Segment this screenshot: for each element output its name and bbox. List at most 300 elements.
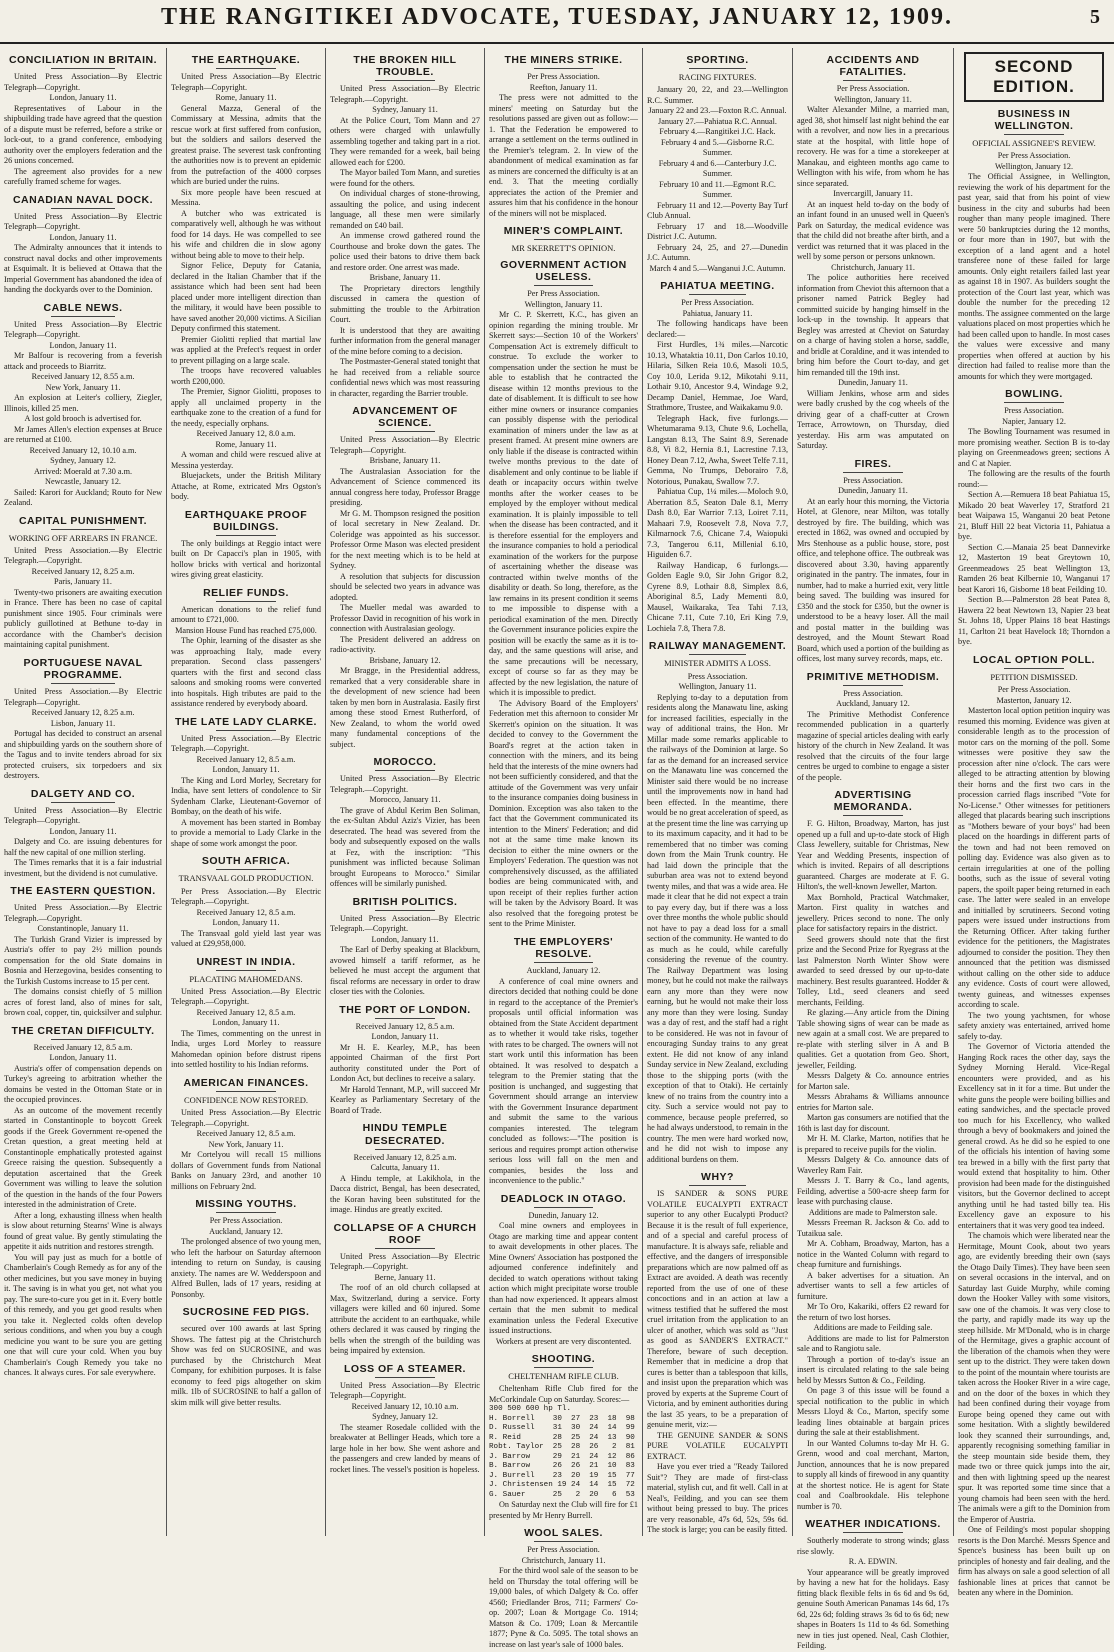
article-paragraph: The only buildings at Reggio intact were built on Dr Capacci's plan in 1905, with hollow bricks with vertical and horizontal wires giving great elasticity. (171, 538, 321, 580)
article-heading: RELIEF FUNDS. (203, 586, 289, 599)
heading-rule (375, 80, 435, 81)
dateline: Brisbane, January 12. (369, 655, 441, 665)
article-paragraph: A movement has been started in Bombay to provide a memorial to Lady Clarke in the shape of some work amongst the poor. (171, 817, 321, 848)
article-heading: LOSS OF A STEAMER. (344, 1362, 466, 1375)
heading-rule (689, 1185, 745, 1186)
heading-rule (534, 1367, 594, 1368)
heading-rule (843, 1532, 904, 1533)
dateline: Press Association. (843, 688, 903, 698)
article (4, 885, 162, 1019)
article (4, 515, 162, 651)
heading-rule (375, 910, 435, 911)
dateline: Christchurch, January 11. (831, 262, 915, 272)
article-heading: CABLE NEWS. (43, 301, 123, 314)
article-subheading: CHELTENHAM RIFLE CLUB. (508, 1371, 619, 1382)
score-table-row: Robt. Taylor 25 28 26 2 81 (489, 1443, 635, 1452)
article-paragraph: United Press Association—By Electric Telegraph—Copyright. (330, 435, 480, 455)
article-subheading: TRANSVAAL GOLD PRODUCTION. (178, 873, 314, 884)
article-paragraph: Messrs Freeman R. Jackson & Co. add to Tutaikua sale. (797, 1218, 949, 1238)
score-table-row: J. Burrell 23 20 19 15 77 (489, 1471, 635, 1480)
article-paragraph: Mr G. M. Thompson resigned the position of local secretary in New Zealand. Dr. Coleridge was appointed as his successor. Professor Orme Mason was elected president for the next meeting which is to be held at Sydney. (330, 508, 480, 571)
article-paragraph: United Press Association—By Electric Telegraph—Copyright. (330, 1380, 480, 1401)
dateline: February 4 and 5.—Gisborne R.C. Summer. (660, 137, 775, 158)
article (958, 654, 1110, 1599)
article (489, 936, 638, 1187)
heading-rule (375, 1149, 435, 1150)
article-paragraph: The Earl of Derby speaking at Blackburn, avowed himself a tariff reformer, as he believed he must accept the argument that fiscal reforms are necessary in order to draw closer ties with the Colonies. (330, 945, 480, 997)
article (171, 587, 321, 710)
dateline: Berne, January 11. (374, 1272, 436, 1282)
article (4, 657, 162, 782)
article (171, 1077, 321, 1192)
heading-rule (216, 1212, 276, 1213)
article-paragraph: Section A.—Remuera 18 beat Pahiatua 15, Mikado 20 beat Waverley 17, Stratford 21 beat Waipawa 15, Wanganui 20 beat Petone 21, Bluff Hill 22 beat Victoria 11, Pahiatua a bye. (958, 490, 1110, 542)
article-subheading: PETITION DISMISSED. (990, 671, 1078, 682)
dateline: Wellington, January 12. (994, 161, 1074, 171)
dateline: Invercargill, January 11. (833, 189, 913, 199)
article-paragraph: United Press Association—By Electric Telegraph—Copyright. (4, 805, 162, 826)
article (330, 1363, 480, 1476)
article-paragraph: Marton gas consumers are notified that the 16th is last day for discount. (797, 1113, 949, 1133)
article (330, 1222, 480, 1357)
article-paragraph: After a long, exhausting illness when health is slow about returning Stearns' Wine is always found of great value. By gently stimulating the appetite it aids nutrition and restores strength. (4, 1210, 162, 1252)
article-paragraph: Masterton local option petition inquiry was resumed this morning. Evidence was given at considerable length as to the procession of motor cars on the morning of the poll. Some witnesses were positive they saw the procession after nine o'clock. The cars were alleged to be attracting attention by blowing their horns and the first two cars in the procession carried flags inscribed "Vote for No-License." Other witnesses for petitioners alleged that placards bearing such inscriptions as "Mothers beware of your boys" had been placed on the hoardings in different parts of the town and had not been removed on polling day. Evidence was also given as to certain irregularities at one of the polling booths, such as the issue of several voting papers, the spoilt paper being returned in each case. The latter were sealed in an envelope and initialled by scrutineers. Second voting papers were issued under instructions from the Returning Officer. After taking further evidence for the petitioners, the Magistrates adjourned to consider the position. They then announced that the petition was dismissed without calling on the other side to adduce any evidence. Costs of court were allowed, twenty guineas, and witnesses expenses according to scale. (958, 706, 1110, 1010)
article-paragraph: The prolonged absence of two young men, who left the harbour on Saturday afternoon intending to return on Sunday, is causing anxiety. The names are W. Wedderspoon and Alfred Bullen, lads of 17 years, residing at Ponsonby. (171, 1237, 321, 1299)
article-heading: COLLAPSE OF A CHURCH ROOF (333, 1221, 477, 1246)
article (171, 54, 321, 503)
dateline: Received January 12, 8.5 a.m. (196, 1129, 296, 1139)
article-paragraph: The roof of an old church collapsed at Max, Switzerland, during a service. Forty villagers were killed and 60 injured. Some attribute the accident to an earthquake, while others declared it was caused by ringing the bells when the strength of the building was being impaired by extension. (330, 1283, 480, 1356)
dateline: Received January 12, 8.0 a.m. (196, 429, 296, 439)
article (489, 259, 638, 930)
dateline: A lost gold brooch is advertised for. (24, 414, 142, 424)
dateline: Received January 12, 8.5 a.m. (33, 1042, 133, 1052)
dateline: London, January 11. (49, 1053, 117, 1063)
article-paragraph: The chamois which were liberated near the Hermitage, Mount Cook, about two years ago, are evidently breeding their own (says the Otago Daily Times). They have been seen on several occasions in the interval, and on Saturday last Guide Murphy, while coming down the Hooker Valley with some visitors, saw one of the chamois. It was very close to the party, and rapidly made its way up the steep hillside. Mr M'Donald, who is in charge of the Hermitage, gives a graphic account of the liberation of the chamois when they were sent up to the district. They were taken down to the point of the mountain where tourists are taken across the Hooker River in a wire cage, and on the door of the boxes in which they had been confined during their voyage from Europe being opened they came out with some hesitation. With a slightly bewildered look they scanned their surroundings, and, apparently recognising something familiar in the steep mountain side beside them, they made two or three quick jumps into the air, and then with lightning speed up the nearest spur. It was reported some time since that a young chamois had been seen with the herd. The animals were a gift to the Dominion from the Emperor of Austria. (958, 1231, 1110, 1524)
article-paragraph: The Ophir, learning of the disaster as she was approaching Italy, made every preparation. Second class passengers' quarters with the first and second class saloons and smoking rooms were converted into hospitals. High tributes are paid to the assistance rendered by everybody aboard. (171, 636, 321, 709)
dateline: New York, January 11. (45, 382, 121, 392)
article-subheading: MINISTER ADMITS A LOSS. (664, 658, 771, 669)
dateline: London, January 11. (371, 934, 439, 944)
article-heading: THE BROKEN HILL TROUBLE. (353, 54, 457, 79)
article-paragraph: United Press Association—By Electric Telegraph—Copyright. (4, 72, 162, 92)
dateline: Workers at present are very discontented. (495, 1336, 632, 1346)
article-paragraph: Mr Cortelyou will recall 15 millions dollars of Government funds from National Banks on January 23rd, and another 10 millions on February 2nd. (171, 1150, 321, 1191)
article-paragraph: United Press Association—By Electric Telegraph.—Copyright. (330, 774, 480, 794)
article-heading: THE EASTERN QUESTION. (10, 885, 156, 898)
dateline: Additions are made to Palmerston sale. (808, 1207, 938, 1217)
article-paragraph: The grave of Abdul Kerim Ben Soliman, the ex-Sultan Abdul Aziz's Vizier, has been desecrated. The head was severed from the body and subsequently exposed on the walls at Fez, with the inscription: "This punishment was inflicted because Soliman brought Europeans to Morocco." Similar offences will be similarly punished. (330, 805, 480, 889)
heading-rule (216, 535, 276, 536)
article-heading: CONCILIATION IN BRITAIN. (8, 54, 158, 66)
dateline: Constantinople, January 11. (37, 924, 129, 934)
dateline: Received January 12, 8.5 a.m. (196, 907, 296, 917)
article-heading: SOUTH AFRICA. (201, 855, 291, 868)
dateline: London, January 11. (212, 1018, 280, 1028)
heading-rule (689, 654, 745, 655)
article (489, 1405, 638, 1521)
article-heading: BRITISH POLITICS. (352, 895, 458, 908)
dateline: Per Press Association. (997, 151, 1071, 161)
article-paragraph: United Press Association—By Electric Telegraph.—Copyright. (330, 913, 480, 934)
article-heading: ADVANCEMENT OF SCIENCE. (352, 405, 458, 430)
article (647, 640, 788, 1165)
dateline: Per Press Association. (527, 1545, 600, 1555)
article-paragraph: Six more people have been rescued at Messina. (171, 187, 321, 208)
article-paragraph: Section B.—Palmerston 28 beat Patea 8, Hawera 22 beat Newtown 13, Napier 23 beat St. Johns 18, Upper Plains 18 beat Hastings 11, Carlton 21 beat Havelock 18; Thorndon a bye. (958, 595, 1110, 647)
article-paragraph: Railway Handicap, 6 furlongs.—Golden Eagle 9.0, Sir John Grigor 8.2, Cyrene 8.9, Lothair 8.8, Simplex 8.6, Aboriginal 8.5, Lady Mementi 8.0, Mausel, Waikaraka, Tea Tahi 7.13, Chicane 7.11, Cute 7.10, Eri King 7.9, Lochiela 7.8, Thera 7.8. (647, 560, 788, 633)
article-heading: WEATHER INDICATIONS. (805, 1518, 941, 1531)
article-paragraph: Representatives of Labour in the shipbuilding trade have agreed that the question of a dispute must be referred, before a strike or lock-out, to a grand conference, embodying authority over the employers federation and the 26 unions concerned. (4, 103, 162, 166)
article-paragraph: THE GENUINE SANDER & SONS PURE VOLATILE EUCALYPTI EXTRACT. (647, 1430, 788, 1461)
article-heading: MISSING YOUTHS. (195, 1198, 297, 1211)
dateline: Received January 12, 8.5 a.m. (355, 1021, 455, 1031)
page-number: 5 (1090, 6, 1100, 28)
article-paragraph: United Press Association—By Electric Telegraph—Copyright. (171, 72, 321, 92)
article-paragraph: Re glazing.—Any article from the Dining Table showing signs of wear can be made as new again at a small cost. We are prepared to re-plate with sterling silver in A and B qualities. Get a quotation from Geo. Short, jeweller, Feilding. (797, 1008, 949, 1070)
dateline: Auckland, January 12. (526, 966, 601, 976)
article-heading: FIRES. (854, 457, 892, 470)
article-heading: ADVERTISING MEMORANDA. (833, 789, 913, 814)
heading-rule (534, 68, 594, 69)
article-paragraph: February 11 and 12.—Poverty Bay Turf Club Annual. (647, 200, 788, 221)
score-table-row: H. Borrell 30 27 23 18 98 (489, 1414, 635, 1423)
article-paragraph: United Press Association—By Electric Telegraph—Copyright. (4, 319, 162, 340)
article-paragraph: United Press Association.—By Electric Telegraph.—Copyright. (171, 733, 321, 754)
article-paragraph: You will pay just as much for a bottle of Chamberlain's Cough Remedy as for any of the other medicines, but you save money in buying it. The saving is in what you get, not what you pay. The sure-to-cure you get in it. Every bottle of this remedy, and you get good results when you take it. Neglected colds often develop serious conditions, and when you buy a cough medicine you want to be sure you are getting one that will cure your cold. When you buy Chamberlain's Cough Remedy you take no chances. It always cures. For sale everywhere. (4, 1252, 162, 1378)
article-paragraph: A Hindu temple, at Lakikhola, in the Dacca district, Bengal, has been desecrated, the Koran having been substituted for the image. Hindus are greatly excited. (330, 1173, 480, 1215)
article-heading: PORTUGUESE NAVAL PROGRAMME. (23, 656, 143, 681)
article-paragraph: February 17 and 18.—Woodville District J.C. Autumn. (647, 221, 788, 242)
dateline: R. A. EDWIN. (848, 1557, 898, 1567)
article-paragraph: Additions are made to list for Palmerston sale and to Rangiotu sale. (797, 1333, 949, 1354)
article-heading: CANADIAN NAVAL DOCK. (12, 193, 154, 206)
dateline: Auckland, January 12. (836, 699, 910, 709)
heading-rule (51, 899, 114, 900)
article-paragraph: Cheltenham Rifle Club fired for the McCorkindale Cup on Saturday. Scores:— (489, 1384, 638, 1404)
dateline: Rome, January 11. (215, 93, 277, 103)
dateline: Christchurch, January 11. (521, 1555, 606, 1565)
article (4, 54, 162, 188)
article-paragraph: United Press Association—By Electric Telegraph.—Copyright. (330, 1251, 480, 1272)
dateline: Per Press Association. (209, 1216, 283, 1226)
dateline: Sydney, January 12. (50, 456, 116, 466)
article-paragraph: Mr Balfour is recovering from a feverish attack and proceeds to Biarritz. (4, 351, 162, 371)
article-paragraph: Pahiatua Cup, 1¼ miles.—Moloch 9.0, Aberration 8.5, Seaton Dale 8.1, Merry Dash 8.0, Ear Warrior 7.13, Loiret 7.11, Mahaari 7.9, Roosevelt 7.8, Nova 7.7, Kilmarnock 7.6, Chicane 7.4, Waiopuki 7.3, Tangerou 6.11, Millenial 6.10, Higuiden 6.7. (647, 487, 788, 560)
article-paragraph: Signor Felice, Deputy for Catania, declared in the Italian Chamber that if the assistance which had been sent had been placed under more intelligent direction than the military, it would have been possible to have saved another 20,000 victims. A Sicilian Deputy confirmed this statement. (171, 261, 321, 334)
heading-rule (534, 1207, 594, 1208)
dateline: Masterton, January 12. (996, 695, 1072, 705)
dateline: January 22 and 23.—Foxton R.C. Annual. (648, 106, 787, 116)
article-paragraph: In our Wanted Columns to-day Mr H. G. Grenn, wood and coal merchant, Marton, Junction, announces that he is now prepared to supply all kinds of firewood in any quantity at the shortest notice. He is agent for State coal and Coalbrookdale. His telephone number is 70. (797, 1438, 949, 1511)
article-paragraph: Mr H. M. Clarke, Marton, notifies that he is prepared to receive pupils for the violin. (797, 1134, 949, 1154)
article-paragraph: Messrs Abrahams & Williams announce entries for Marton sale. (797, 1092, 949, 1112)
article-heading: HINDU TEMPLE DESECRATED. (362, 1122, 448, 1147)
article-paragraph: Mr Bragge, in the Presidential address, remarked that a very considerable share in the development of new science had been taken by men born in Australasia. Easily first among these stood Ernest Rutherford, of New Zealand, to whom the world owed many fundamental conceptions of the subject. (330, 666, 480, 749)
article (330, 54, 480, 399)
dateline: Received January 12, 8.55 a.m. (31, 372, 135, 382)
dateline: Reefton, January 11. (529, 82, 598, 92)
column-5 (643, 48, 793, 1536)
dateline: Received January 12, 10.10 a.m. (29, 445, 137, 455)
dateline: Dunedin, January 11. (838, 486, 908, 496)
heading-rule (843, 685, 904, 686)
article-paragraph: Southerly moderate to strong winds; glass rise slowly. (797, 1536, 949, 1556)
dateline: Brisbane, January 11. (369, 456, 441, 466)
masthead (0, 0, 1114, 44)
article-subheading: CONFIDENCE NOW RESTORED. (183, 1094, 309, 1105)
article-paragraph: The steamer Rosedale collided with the breakwater at Bellinger Heads, which tore a large hole in her bow. She went ashore and the passengers and crew landed by means of rocket lines. The vessel's position is hopeless. (330, 1422, 480, 1474)
heading-rule (689, 68, 745, 69)
article-paragraph: First Hurdles, 1¾ miles.—Narcotic 10.13, Whataktia 10.11, Don Carlos 10.10, Hilaria, Silken Reia 10.6, Masoli 10.5, Coy 10.0, Lerida 9.12, Mikotahi 9.11, Lothair 9.10, Ancestor 9.4, Windage 9.2, Decamp Daniel, Hemmae, Joe Ward, Strathmore, Trustee, and Waikakamu 9.0. (647, 340, 788, 413)
article-paragraph: The following handicaps have been declared:— (647, 319, 788, 339)
heading-rule (843, 815, 904, 816)
article (958, 108, 1110, 382)
article-heading: UNREST IN INDIA. (196, 955, 296, 968)
article-paragraph: It is understood that they are awaiting further information from the general manager of the mine before coming to a decision. (330, 325, 480, 356)
column-3 (326, 48, 485, 1536)
article (330, 756, 480, 890)
article-paragraph: The two young yachtsmen, for whose safety anxiety was entertained, arrived home safely to-day. (958, 1010, 1110, 1041)
article-subheading: WORKING OFF ARREARS IN FRANCE. (8, 532, 158, 543)
article-paragraph: The agreement also provides for a new carefully framed scheme for wages. (4, 166, 162, 187)
article-paragraph: The Premier, Signor Giolitti, proposes to apply all unclaimed property in the earthquake zone to the creation of a fund for the needy, especially orphans. (171, 387, 321, 428)
dateline: Sydney, January 11. (372, 105, 438, 115)
article-paragraph: Mr To Oro, Kakariki, offers £2 reward for the return of two lost horses. (797, 1302, 949, 1322)
article-paragraph: Section C.—Manaia 25 beat Dannevirke 12, Masterton 19 beat Greytown 10, Greenmeadows 25 beat Wellington 13, Ramden 26 beat Kilbernie 10, Wanganui 17 beat Karori 16, Gisborne 18 beat Feilding 10. (958, 542, 1110, 594)
article (4, 788, 162, 880)
dateline: Lisbon, January 11. (50, 718, 116, 728)
article (171, 509, 321, 581)
article-paragraph: At an inquest held to-day on the body of an infant found in an unused well in Queen's Park on Saturday, the medical evidence was that the child did not breathe after birth, and a verdict was returned that it was placed in the well by some person or persons unknown. (797, 199, 949, 262)
article (797, 789, 949, 1512)
score-table-header: 300 500 600 hp Tl. (489, 1405, 572, 1414)
article-paragraph: General Mazza, General of the Commissary at Messina, admits that the rescue work at first suffered from confusion, but the soldiers and sailors deserved the greatest praise. The severest task confronting the authorities now is to prevent an epidemic from the putrefaction of the 4000 corpses which are buried under the ruins. (171, 103, 321, 187)
article-paragraph: secured over 100 awards at last Spring Shows. The fattest pig at the Christchurch Show was fed on SUCROSINE, and was purchased by the Christchurch Meat Company, for exhibition purposes. It is false economy to feed pigs altogether on skim milk. 1lb of SUCROSINE to half a gallon of skim milk will give better results. (171, 1324, 321, 1407)
dateline: Per Press Association. (997, 685, 1071, 695)
heading-rule (216, 869, 276, 870)
article-paragraph: The Primitive Methodist Conference recommended publication in a quarterly magazine of special articles dealing with early history of the church in New Zealand. It was resolved that the circuits of the four large centres be urged to combine to engage a sister of the people. (797, 709, 949, 782)
heading-rule (51, 1039, 114, 1040)
article (797, 671, 949, 784)
article-paragraph: The Advisory Board of the Employers' Federation met this afternoon to consider Mr Skerrett's opinion on the situation. It was decided to convey to the Government the Board's regret at the action taken in connection with the miners, and its being held that the interests of the mine owners had not been sufficiently considered, and that the attitude of the Government was very unfair to the insurance companies doing business in Dominion. Exception was also taken to the fact that the Government communicated its intention to the Miners' Federation; and did not at the same time make known its decision to either the mine owners or the Employers' Federation. The question was not comprehensively discussed, as the affiliated bodies are being communicated with, and upon receipt of their replies further action will be taken by the Advisory Board. It was also resolved that the foregoing protest be sent to the Prime Minister. (489, 698, 638, 929)
article-paragraph: F. G. Hilton, Broadway, Marton, has just opened up a full and up-to-date stock of High Class Jewellery, suitable for Christmas, New Year and Wedding Presents, inspection of which is invited. Repairs of all descriptions guaranteed. Charges are moderate at F. G. Hilton's, the well-known Jeweller, Marton. (797, 819, 949, 892)
article-paragraph: Coal mine owners and employees in Otago are marking time and appear content to await developments in other places. The Mine Owners' Association has postponed the adjourned conference indefinitely and decided to watch operations without taking action which might precipitate worse trouble than had now experienced. It appears almost certain that the men submit to medical examination unless the Federal Executive issued instructions. (489, 1221, 638, 1336)
dateline: February 10 and 11.—Egmont R.C. Summer. (659, 179, 776, 200)
article-paragraph: The Postmaster-General stated tonight that he had received from a reliable source confidential news which was most reassuring in character, regarding the Barrier trouble. (330, 357, 480, 398)
dateline: Per Press Association. (527, 289, 600, 299)
article-paragraph: Your appearance will be greatly improved by having a new hat for the holidays. Easy fitting black flexible felts in 6s 6d and 9s 6d, genuine South American Panamas 14s 6d, 17s 6d, 22s 6d; folding straws 3s 6d to 6s 6d; new shapes in Boaters 1s 11d to 4s 6d. Something new in ties just opened. Neal, Cash Clothier, Feilding. (797, 1567, 949, 1651)
heading-rule (51, 683, 114, 684)
article-heading: RAILWAY MANAGEMENT. (648, 640, 787, 653)
article-paragraph: The Australasian Association for the Advancement of Science commenced its annual congress here today, Professor Bragge presiding. (330, 466, 480, 508)
article-paragraph: The Transvaal gold yield last year was valued at £29,958,000. (171, 928, 321, 949)
article-paragraph: The following are the results of the fourth round:— (958, 469, 1110, 489)
article-paragraph: United Press Association.—By Electric Telegraph.—Copyright. (4, 545, 162, 566)
article (958, 388, 1110, 648)
article (797, 458, 949, 665)
column-2 (167, 48, 326, 1536)
heading-rule (216, 1320, 276, 1321)
dateline: Dunedin, January 12. (528, 1210, 599, 1220)
article-paragraph: The Bowling Tournament was resumed in more promising weather. Section B is to-day playing on Greenmeadows green; sections A and C at Napier. (958, 427, 1110, 468)
article-paragraph: William Jenkins, whose arm and sides were badly crushed by the cog wheels of the driving gear of a chaff-cutter at Crown Terrace, Arrowtown, on Thursday, died yesterday. His arm was amputated on Saturday. (797, 388, 949, 451)
article (489, 1527, 638, 1650)
dateline: Received January 12, 8.5 a.m. (196, 1007, 296, 1017)
dateline: Press Association. (687, 671, 748, 681)
article-paragraph: United Press Association.—By Electric Telegraph—Copyright. (4, 687, 162, 707)
article-paragraph: The Mueller medal was awarded to Professor David in recognition of his work in connection with Australasian geology. (330, 603, 480, 634)
article-paragraph: Telegraph Hack, five furlongs.—Whetumarama 9.13, Chute 9.6, Lochella, Langstan 8.13, The Saint 8.9, Serenade 8.8, Vi 8.2, Hernia 8.1, Lacrestine 7.13, Honey Dean 7.12, Awha, Sweet Telfe 7.11, Gemma, No Trumps, Deborairo 7.8, Notorious, Punakau, Swallow 7.7. (647, 413, 788, 486)
article-paragraph: On Saturday next the Club will fire for £1 presented by Mr Henry Burrell. (489, 1500, 638, 1520)
article (647, 280, 788, 634)
newspaper-title: THE RANGITIKEI ADVOCATE, TUESDAY, JANUARY 12, 1909. (161, 4, 953, 30)
article (330, 405, 480, 750)
article-heading: EARTHQUAKE PROOF BUILDINGS. (184, 508, 308, 533)
dateline: Received January 12, 8.25 a.m. (31, 708, 135, 718)
dateline: Press Association. (1004, 406, 1064, 416)
dateline: Received January 12, 8.25 a.m. (353, 1152, 457, 1162)
dateline: Paris, January 11. (54, 577, 112, 587)
article-paragraph: Per Press Association.—By Electric Telegraph.—Copyright. (171, 886, 321, 907)
heading-rule (216, 601, 276, 602)
article-paragraph: The President delivered an address on radio-activity. (330, 634, 480, 655)
article-paragraph: Messrs Dalgety & Co. announce entries for Marton sale. (797, 1071, 949, 1091)
article-paragraph: One of Feilding's most popular shopping resorts is the Don Marché. Messrs Spence and Spence's business has been built up on principles of honesty and fair dealing, and the firm has always on sale a good selection of all fashionable lines at prices that cannot be beaten any where in the Dominion. (958, 1525, 1110, 1598)
article (330, 1122, 480, 1215)
article-paragraph: The Official Assignee, in Wellington, reviewing the work of his department for the past year, said that from his point of view business in the city and suburbs had been rougher than many people imagined. There were 50 bankruptcies during the 12 months, or four more than in 1907, but with the exception of a land agent and a hotel transferee none of these failed for large amounts. Only eight retailers failed last year as against 18 in 1907. As builders sought the protection of the Court last year, which was double the number for the preceding 12 months. The assignee commented on the large valuations placed on most properties which he had been called upon to handle. In most cases the values were excessive and many properties when offered at auction by his direction had failed to realise more than the amounts for which they were mortgaged. (958, 172, 1110, 381)
dateline: Wellington, January 11. (678, 682, 757, 692)
dateline: London, January 11. (212, 918, 280, 928)
article (489, 54, 638, 219)
article-paragraph: Bluejackets, under the British Military Attache, at Rome, extricated Mrs Ogston's body. (171, 471, 321, 502)
dateline: Received January 12, 8.5 a.m. (196, 754, 296, 764)
dateline: Wellington, January 11. (834, 94, 912, 104)
article-paragraph: The press were not admitted to the miners' meeting on Saturday but the resolutions passed are given out as follow:—1. That the Federation be empowered to arrange a settlement on the terms outlined in the Premier's telegram. 2. In view of the abandonment of medical examination as far as miners are concerned the difficulty is at an end. 3. That the meeting cordially appreciates the action of the Premier and assures him that his confidence in the honour of the miners will not be misplaced. (489, 93, 638, 218)
score-table-row: R. Reid 28 25 24 13 90 (489, 1433, 635, 1442)
dateline: Napier, January 12. (1002, 416, 1066, 426)
article (330, 1004, 480, 1117)
article-paragraph: A baker advertises for a situation. An advertiser wants to sell a few articles of furniture. (797, 1270, 949, 1301)
article-paragraph: Premier Giolitti replied that martial law was applied at the Prefect's request in order to prevent pillaging on a large scale. (171, 334, 321, 365)
heading-rule (534, 1541, 594, 1542)
article-paragraph: An immense crowd gathered round the Courthouse and broke down the gates. The police used their batons to drive them back and restore order. One arrest was made. (330, 231, 480, 272)
article-paragraph: Messrs Dalgety & Co. announce dats of Waverley Ram Fair. (797, 1155, 949, 1175)
article (489, 225, 638, 253)
article-paragraph: As an outcome of the movement recently started in Constantinople to boycott Greek goods if the Greek Government re-opened the Cretan question, a great meeting held at Constantinople emphatically protested against Greece raising the question. Subsequently a deputation ascertained that the Greek Government was willing to leave the solution of the question in the hands of the four Powers interested in the administration of Crete. (4, 1105, 162, 1210)
article-subheading: RACING FIXTURES. (678, 72, 757, 83)
dateline: Brisbane, January 11. (369, 273, 441, 283)
dateline: Calcutta, January 11. (370, 1163, 440, 1173)
article-paragraph: United Press Association—By Electric Telegraph—Copyright. (4, 211, 162, 232)
column-1 (0, 48, 167, 1536)
dateline: Rome, January 11. (215, 439, 277, 449)
article-heading: AMERICAN FINANCES. (183, 1076, 309, 1089)
heading-rule (1004, 668, 1065, 669)
article (171, 956, 321, 1071)
article-paragraph: The Turkish Grand Vizier is impressed by Austria's offer to pay 2½ million pounds compensation for the old State domains in Bosnia and Herzegovina, besides consenting to the Turkish Customs increase to 15 per cent. (4, 934, 162, 986)
article-paragraph: A resolution that subjects for discussion should be selected two years in advance was adopted. (330, 571, 480, 602)
heading-rule (375, 1018, 435, 1019)
score-table-row: G. Sauer 25 2 20 6 53 (489, 1490, 635, 1499)
article-heading: PAHIATUA MEETING. (660, 280, 775, 293)
article-paragraph: The troops have recovered valuables worth £200,000. (171, 366, 321, 386)
article-paragraph: Max Bornhold, Practical Watchmaker, Marton. First quality in watches and jewellery. Prices second to none. The only place for satisfactory repairs in the district. (797, 892, 949, 934)
dateline: Wellington, January 11. (524, 299, 603, 309)
article-heading: WOOL SALES. (524, 1527, 603, 1540)
article-paragraph: Mr Harold Tennant, M.P., will succeed Mr Kearley as Parliamentary Secretary of the Board of Trade. (330, 1084, 480, 1115)
article-heading: ACCIDENTS AND FATALITIES. (826, 54, 920, 79)
dateline: London, January 11. (49, 93, 117, 103)
article-paragraph: United Press Association.—By Electric Telegraph.—Copyright. (4, 903, 162, 923)
article-paragraph: The Admiralty announces that it intends to construct naval docks and other improvements at Esquimalt. It is believed at Ottawa that the Imperial Government has abandoned the idea of handing the dockyards over to the Dominion. (4, 243, 162, 295)
article-heading: THE CRETAN DIFFICULTY. (11, 1024, 155, 1037)
dateline: London, January 11. (49, 232, 117, 242)
heading-rule (216, 970, 276, 971)
heading-rule (534, 239, 594, 240)
article (171, 716, 321, 850)
column-7 (954, 48, 1114, 1598)
dateline: Per Press Association. (681, 298, 754, 308)
article-paragraph: A woman and child were rescued alive at Messina yesterday. (171, 450, 321, 470)
article-heading: THE LATE LADY CLARKE. (175, 715, 317, 728)
article-paragraph: Sailed: Karori for Auckland; Routo for New Zealand. (4, 487, 162, 508)
heading-rule (1004, 402, 1065, 403)
article-subheading: OFFICIAL ASSIGNEE'S REVIEW. (972, 138, 1096, 149)
heading-rule (216, 1091, 276, 1092)
article-heading: SHOOTING. (531, 1353, 596, 1366)
column-6 (793, 48, 954, 1651)
heading-rule (51, 68, 114, 69)
article-heading: MINER'S COMPLAINT. (503, 225, 624, 238)
article-heading: THE EMPLOYERS' RESOLVE. (513, 935, 614, 960)
article (171, 855, 321, 949)
article-paragraph: A conference of coal mine owners and directors decided that nothing could be done in regard to the acceptance of the Premier's proposals until official information was obtained from the State Accident department as to whether it would take risks, together with rates to be charged. The owners will not start work until this information has been obtained. It was resolved to despatch a telegram to the Premier stating that the position is unchanged, and suggesting that Government should arrange an interview with the Government Insurance department and submit the same to the various companies interested. The telegram concluded as follows:—"The position is serious and requires prompt action otherwise serious loss will fall on the men and companies, besides the loss and inconvenience to the public." (489, 976, 638, 1186)
article-paragraph: Austria's offer of compensation depends on Turkey's agreeing to arbitration whether the domains be vested in the Ottoman State or in the occupied provinces. (4, 1063, 162, 1105)
heading-rule (375, 431, 435, 432)
article-paragraph: Dalgety and Co. are issuing debentures for half the new capital of one million sterling. (4, 837, 162, 857)
article (171, 1306, 321, 1408)
article-heading: THE EARTHQUAKE. (191, 54, 301, 66)
article-heading: BOWLING. (1005, 388, 1063, 401)
article-paragraph: Seed growers should note that the first prize and the Second Prize for Ryegrass at the last Palmerston North Winter Show were awarded to seed dressed by our up-to-date machinery. Best results guaranteed. Hodder & Tolley, Ltd., seed cleaners and seed merchants, Feilding. (797, 934, 949, 1007)
dateline: London, January 11. (212, 765, 280, 775)
dateline: Newcastle, January 12. (45, 477, 121, 487)
heading-rule (216, 68, 276, 69)
dateline: Sydney, January 12. (372, 1412, 438, 1422)
heading-rule (375, 770, 435, 771)
article-paragraph: The police authorities here received information from Cheviot this afternoon that a prisoner named Patrick Begley had committed suicide by hanging himself in the lock-up in the township. It appears that Begley was arrested at Cheviot on Saturday on a charge of having stolen a horse, saddle, and bridle at Coraldine, and it was intended to bring him before the Court to-day, and get him remanded till the 19th inst. (797, 273, 949, 377)
article-heading: LOCAL OPTION POLL. (973, 653, 1095, 666)
article-paragraph: The Governor of Victoria attended the Hanging Rock races the other day, says the Sydney Morning Herald. Vice-Regal encounters were provided, and as his Excellency sat in it for a time. But under the white guns the people were boiling billies and eating sandwiches, and the spectacle proved too much for his Excellency, who walked through a bevy of bookmakers and joined the general crowd. As he did so he espied to one of the officials his intention of having some tea brewed in a billy with the first party that would extend that hospitality to him. Other provision had been made for the distinguished visitors, but the Governor declined to accept anything until he had tasted billy tea. His Excellency gave an exposure to his entertainers that it was very good tea indeed. (958, 1042, 1110, 1230)
heading-rule (216, 730, 276, 731)
article (647, 54, 788, 274)
heading-rule (51, 529, 114, 530)
score-table-row: D. Russell 31 30 24 14 99 (489, 1424, 635, 1433)
heading-rule (51, 316, 114, 317)
article-heading: WHY? (701, 1171, 734, 1184)
heading-rule (375, 1248, 435, 1249)
article-subheading: MR SKERRETT'S OPINION. (511, 243, 616, 254)
article (4, 194, 162, 296)
article-paragraph: United Press Association.—By Electric Telegraph.—Copyright. (171, 986, 321, 1007)
dateline: Arrived: Moerald at 7.30 a.m. (34, 466, 132, 476)
article-paragraph: The King and Lord Morley, Secretary for India, have sent letters of condolence to Sir Sydenham Clarke, Lieutenant-Governor of Bombay, on the death of his wife. (171, 775, 321, 817)
article-paragraph: January 20, 22, and 23.—Wellington R.C. Summer. (647, 85, 788, 105)
article-paragraph: Mr James Allen's election expenses at Bruce are returned at £100. (4, 424, 162, 445)
article-paragraph: Twenty-two prisoners are awaiting execution in France. There has been no case of capital punishment since 1905. Four criminals were publicly guillotined at Bethune to-day in accordance with the Chamber's decision maintaining capital punishment. (4, 587, 162, 650)
article (647, 1171, 788, 1536)
